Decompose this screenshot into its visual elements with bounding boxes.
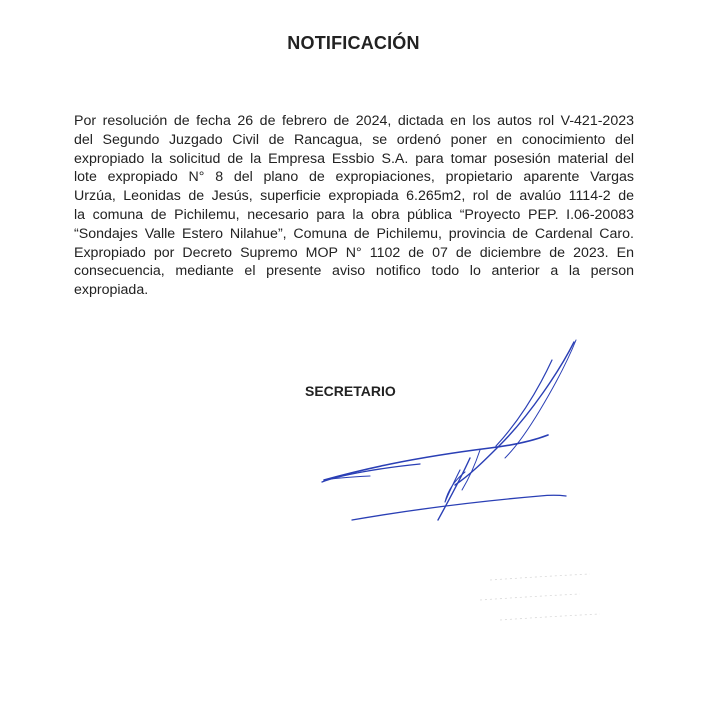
body-line: expropiado la solicitud de la Empresa Essbio S.A. para tomar posesión material del [74,150,634,167]
body-line: Por resolución de fecha 26 de febrero de 2024, dictada en los autos rol V-421-2023 [74,113,634,129]
body-line: del Segundo Juzgado Civil de Rancagua, se ordenó poner en conocimiento del [74,131,634,148]
body-line: expropiada. [74,282,149,299]
document-title: NOTIFICACIÓN [287,33,420,53]
signatory-label: SECRETARIO [305,383,396,399]
faint-background-marks [470,560,610,640]
handwritten-signature [300,330,600,540]
body-line: Urzúa, Leonidas de Jesús, superficie expropiada 6.265m2, rol de avalúo 1114-2 de [74,188,634,205]
body-line: Expropiado por Decreto Supremo MOP N° 1102 de 07 de diciembre de 2023. En [74,244,634,261]
body-line: consecuencia, mediante el presente aviso notifico todo lo anterior a la person [74,263,634,280]
notification-body [74,112,634,300]
body-line: la comuna de Pichilemu, necesario para la obra pública “Proyecto PEP. I.06-20083 [74,206,634,223]
body-line: lote expropiado N° 8 del plano de expropiaciones, propietario aparente Vargas [74,169,634,186]
body-line: “Sondajes Valle Estero Nilahue”, Comuna de Pichilemu, provincia de Cardenal Caro. [74,225,634,242]
